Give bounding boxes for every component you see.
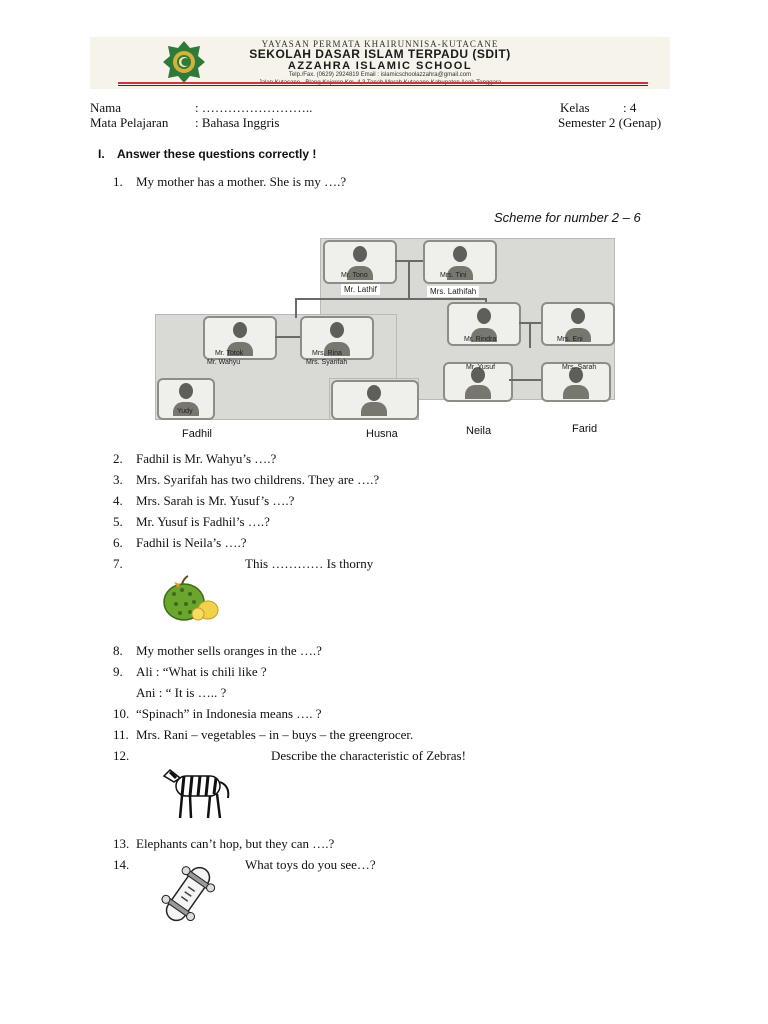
section-title: Answer these questions correctly !	[117, 147, 317, 161]
question-text: Ali : “What is chili like ?	[136, 664, 267, 679]
portrait-husna	[331, 380, 419, 420]
question-number: 9.	[113, 664, 123, 679]
question-number: 6.	[113, 535, 123, 550]
question-text: Elephants can’t hop, but they can ….?	[136, 836, 335, 851]
label-mr-yusuf: Mr. Yusuf	[466, 364, 496, 371]
school-name: SEKOLAH DASAR ISLAM TERPADU (SDIT)	[249, 47, 511, 61]
subject-label: Mata Pelajaran	[90, 115, 169, 130]
child-name-husna: Husna	[366, 428, 398, 440]
kelas-value: : 4	[623, 100, 637, 115]
question-number: 3.	[113, 472, 123, 487]
question-text: My mother sells oranges in the ….?	[136, 643, 322, 658]
semester-label: Semester 2 (Genap)	[558, 115, 662, 130]
question-text: Fadhil is Neila’s ….?	[136, 535, 247, 550]
foundation-name: YAYASAN PERMATA KHAIRUNNISA-KUTACANE	[261, 39, 499, 49]
label-right-mother: Mrs. Eni	[557, 336, 583, 343]
label-left-father-old: Mr. Totok	[215, 350, 244, 357]
subject-value: : Bahasa Inggris	[195, 115, 280, 130]
question-text: “Spinach” in Indonesia means …. ?	[136, 706, 322, 721]
label-left-father: Mr. Wahyu	[207, 359, 241, 366]
school-contact: Telp./Fax. (0629) 2924819 Email : islamicschoolazzahra@gmail.com	[288, 72, 472, 78]
question-text: My mother has a mother. She is my ….?	[136, 174, 347, 189]
child-name-farid: Farid	[572, 423, 598, 435]
question-number: 7.	[113, 556, 123, 571]
letterhead-rule-thin	[118, 85, 648, 86]
label-yudy: Yudy	[177, 408, 193, 415]
nama-label: Nama	[90, 100, 122, 115]
label-left-mother-old: Mrs. Rina	[312, 350, 342, 357]
label-grandfather-old: Mr. Tono	[341, 272, 368, 279]
question-number: 5.	[113, 514, 123, 529]
question-text: Mrs. Rani – vegetables – in – buys – the greengrocer.	[136, 727, 414, 742]
question-text-line2: Ani : “ It is ….. ?	[136, 685, 227, 700]
question-number: 11.	[113, 727, 129, 742]
question-text: This ………… Is thorny	[245, 556, 374, 571]
label-right-father: Mr. Rindra	[464, 336, 497, 343]
school-name-en: AZZAHRA ISLAMIC SCHOOL	[287, 60, 473, 72]
nama-field[interactable]: : ……………………..	[195, 100, 313, 115]
zebra-icon	[150, 762, 245, 824]
kelas-label: Kelas	[560, 100, 590, 115]
question-number: 10.	[113, 706, 130, 721]
child-name-neila: Neila	[466, 425, 492, 437]
label-grandmother-old: Mrs. Tini	[440, 272, 467, 279]
question-number: 14.	[113, 857, 130, 872]
section-number: I.	[98, 147, 105, 161]
question-text: Fadhil is Mr. Wahyu’s ….?	[136, 451, 277, 466]
skateboard-icon	[156, 862, 220, 926]
label-mrs-sarah: Mrs. Sarah	[562, 364, 597, 371]
question-number: 2.	[113, 451, 123, 466]
label-grandfather: Mr. Lathif	[341, 284, 380, 295]
family-tree-figure	[155, 238, 615, 418]
label-grandmother: Mrs. Lathifah	[427, 286, 479, 297]
question-number: 12.	[113, 748, 130, 763]
question-text: What toys do you see…?	[245, 857, 376, 872]
durian-icon	[160, 574, 224, 624]
question-text: Describe the characteristic of Zebras!	[271, 748, 466, 763]
letterhead-rule	[118, 82, 648, 84]
child-name-fadhil: Fadhil	[182, 428, 212, 440]
question-text: Mr. Yusuf is Fadhil’s ….?	[136, 514, 270, 529]
question-number: 13.	[113, 836, 130, 851]
question-text: Mrs. Sarah is Mr. Yusuf’s ….?	[136, 493, 295, 508]
question-number: 1.	[113, 174, 123, 189]
question-number: 8.	[113, 643, 123, 658]
label-left-mother: Mrs. Syarifah	[306, 359, 348, 366]
question-number: 4.	[113, 493, 123, 508]
question-text: Mrs. Syarifah has two childrens. They are ….?	[136, 472, 380, 487]
scheme-caption: Scheme for number 2 – 6	[494, 210, 641, 225]
